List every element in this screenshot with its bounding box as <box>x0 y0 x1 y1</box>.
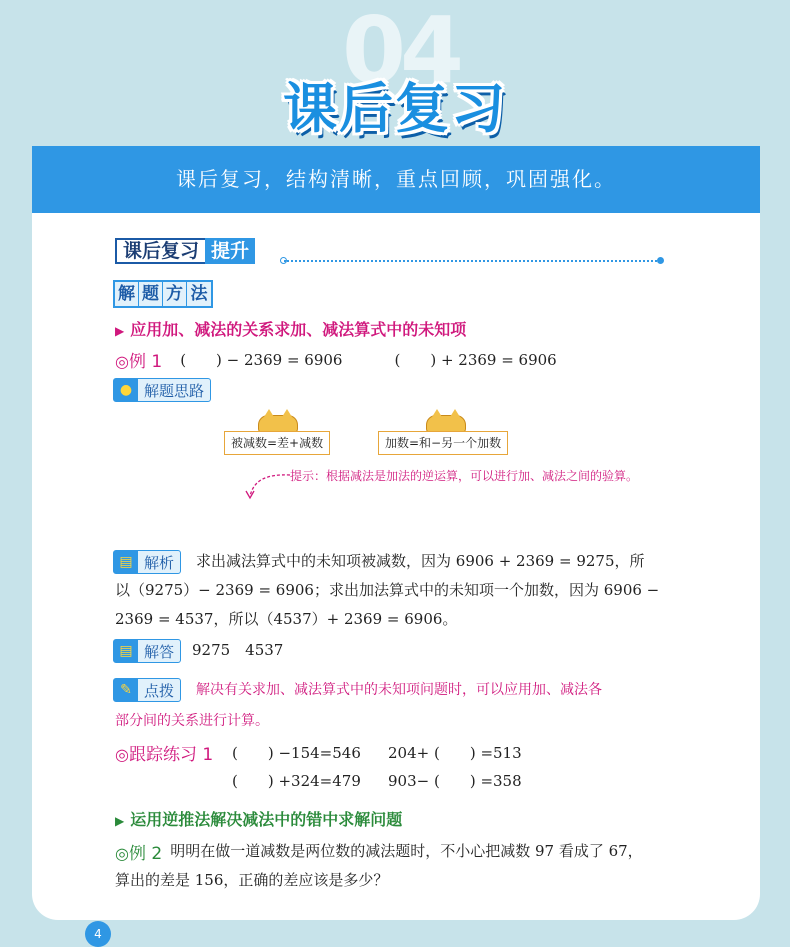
page-title: 课后复习 <box>283 77 507 140</box>
card-banner: 课后复习，结构清晰，重点回顾，巩固强化。 <box>32 146 760 213</box>
section-sublabel: 提升 <box>205 238 255 264</box>
formula-box-1: 被减数=差+减数 <box>224 431 330 455</box>
analysis-line-2: 以（9275）− 2369 = 6906；求出加法算式中的未知项一个加数，因为 6906 − <box>115 581 660 599</box>
example-1 <box>115 347 557 372</box>
tip-line-1: 解决有关求加、减法算式中的未知项问题时，可以应用加、减法各 <box>196 682 602 698</box>
analysis-line-3: 2369 = 4537，所以（4537）+ 2369 = 6906。 <box>115 610 458 628</box>
topic-text: 运用逆推法解决减法中的错中求解问题 <box>130 810 403 829</box>
topic-text: 应用加、减法的关系求加、减法算式中的未知项 <box>130 320 467 339</box>
notebook-icon: ▤ <box>114 640 138 662</box>
method-char: 题 <box>139 282 163 306</box>
practice-equation: ( ) −154=546 <box>232 744 361 762</box>
tip-line-2: 部分间的关系进行计算。 <box>115 713 269 729</box>
topic-heading-1 <box>115 317 466 340</box>
analysis-line-1: 求出减法算式中的未知项被减数，因为 6906 + 2369 = 9275，所 <box>196 552 645 570</box>
practice-equation: ( ) +324=479 <box>232 772 361 790</box>
example-label: ◎例 1 <box>115 352 163 372</box>
lightbulb-icon: ● <box>114 379 138 401</box>
hint-text: 提示：根据减法是加法的逆运算，可以进行加、减法之间的验算。 <box>290 469 639 483</box>
pencil-icon: ✎ <box>114 679 138 701</box>
hint-arrow <box>246 470 292 500</box>
page-number: 4 <box>85 921 111 947</box>
answer-tag: ▤ 解答 <box>113 639 181 663</box>
formula-box-2: 加数=和−另一个加数 <box>378 431 508 455</box>
document-icon: ▤ <box>114 551 138 573</box>
example-equation: ( ) + 2369 = 6906 <box>394 351 557 369</box>
practice-row-1 <box>115 740 522 765</box>
section-banner <box>115 238 255 264</box>
section-line-end-dot <box>657 257 664 264</box>
method-label <box>113 280 213 308</box>
example-equation: ( ) − 2369 = 6906 <box>180 351 343 369</box>
section-label: 课后复习 <box>115 238 205 264</box>
example-2-line-1: 明明在做一道减数是两位数的减法题时，不小心把减数 97 看成了 67， <box>170 842 643 860</box>
practice-label: ◎跟踪练习 1 <box>115 745 214 765</box>
thinking-tag: ● 解题思路 <box>113 378 211 402</box>
content-card <box>32 146 760 941</box>
example-label: ◎例 2 <box>115 844 163 864</box>
method-char: 法 <box>187 282 211 306</box>
triangle-icon: ▶ <box>115 814 125 828</box>
answer-text: 9275 4537 <box>192 641 284 659</box>
tip-tag: ✎ 点拨 <box>113 678 181 702</box>
header-bg-letters: 04 <box>341 0 459 104</box>
example-2-line-2: 算出的差是 156，正确的差应该是多少？ <box>115 871 389 889</box>
method-char: 解 <box>115 282 139 306</box>
example-2 <box>115 837 643 866</box>
practice-equation: 903− ( ) =358 <box>388 772 522 790</box>
topic-heading-2 <box>115 807 402 830</box>
analysis-tag: ▤ 解析 <box>113 550 181 574</box>
method-char: 方 <box>163 282 187 306</box>
section-divider-line <box>284 260 660 262</box>
practice-equation: 204+ ( ) =513 <box>388 744 522 762</box>
triangle-icon: ▶ <box>115 324 125 338</box>
